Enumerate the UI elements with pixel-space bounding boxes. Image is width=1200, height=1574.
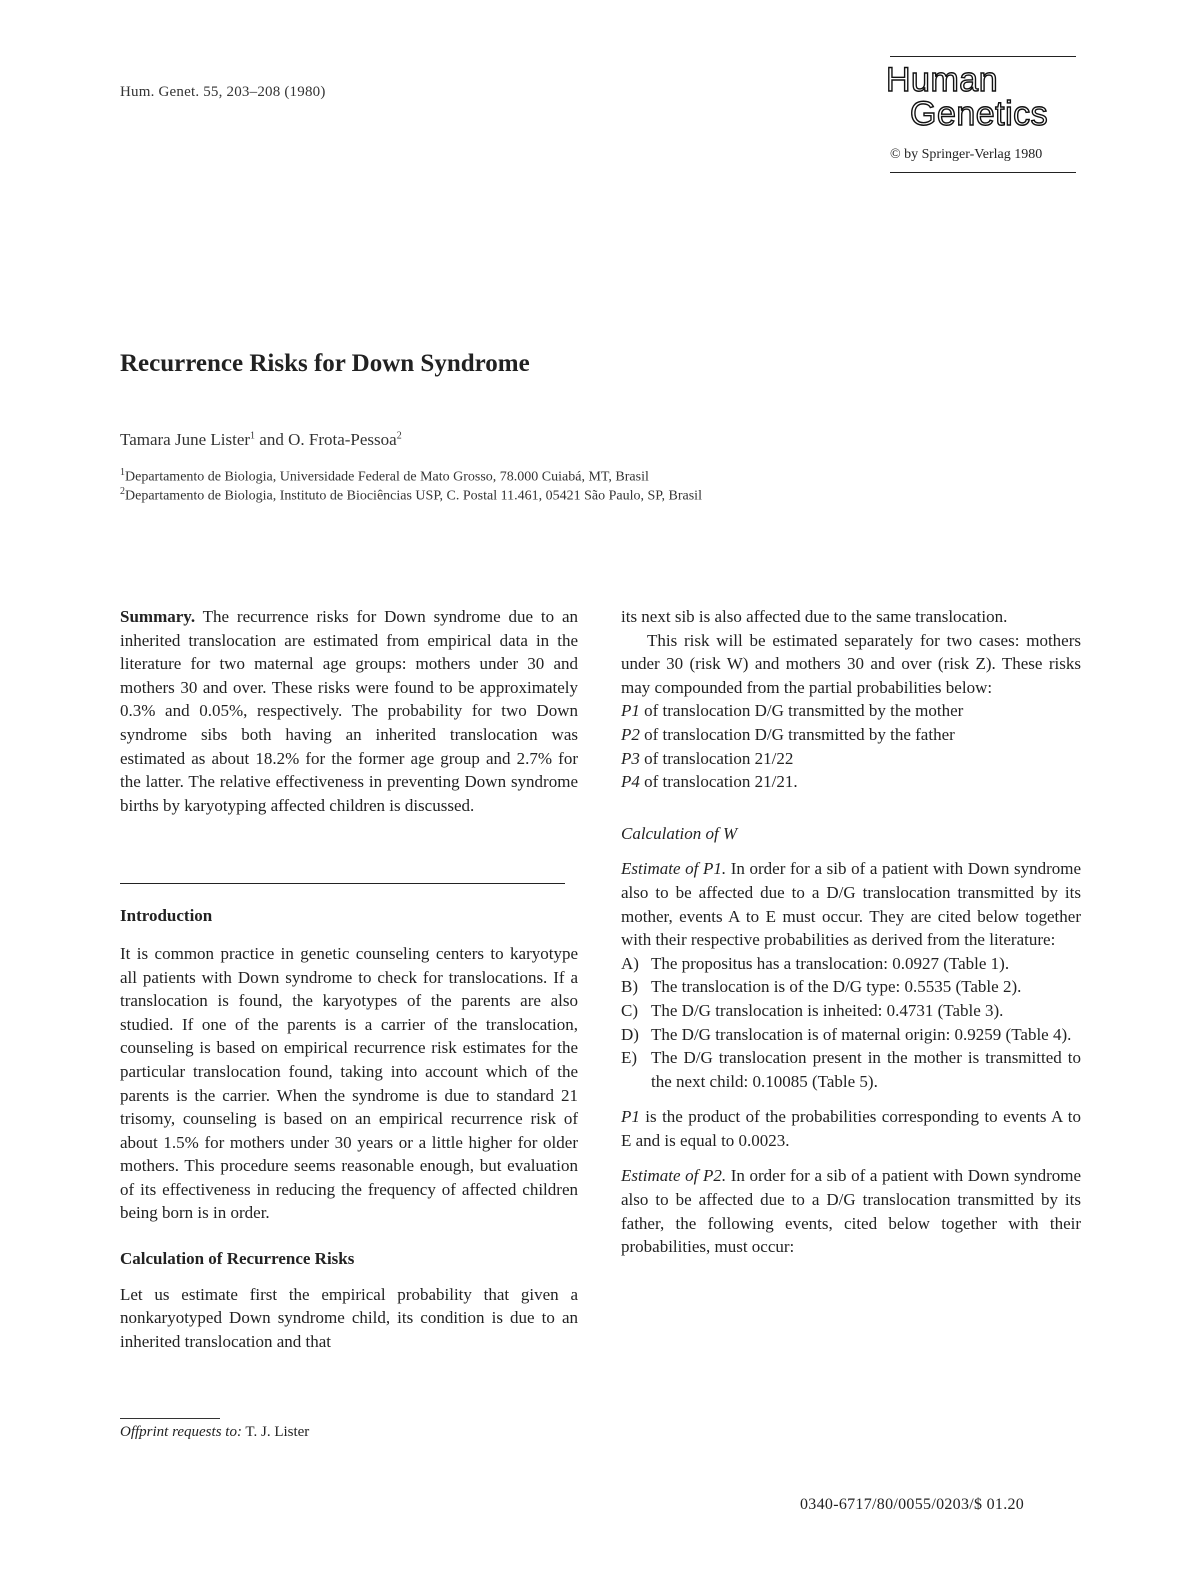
affiliation-1 <box>120 467 649 486</box>
estimate-p1-text: In order for a sib of a patient with Down syndrome also to be affected due to a D/G translocation transmitted by its mother, events A to E must occur. They are cited below together with their respective probabilities as derived from the literature: <box>621 859 1081 950</box>
summary-label: Summary. <box>120 607 196 626</box>
event-text: The D/G translocation is inheited: 0.4731 (Table 3). <box>651 1000 1004 1020</box>
summary-paragraph <box>120 605 578 817</box>
affiliation-mark: 1 <box>250 430 256 442</box>
journal-name-line2: Genetics <box>910 95 1049 133</box>
probability-p2 <box>621 723 1081 747</box>
event-text: The D/G translocation is of maternal origin: 0.9259 (Table 4). <box>651 1024 1072 1044</box>
estimate-p2-label: Estimate of P2. <box>621 1166 727 1186</box>
copyright-notice: © by Springer-Verlag 1980 <box>890 147 1043 162</box>
footnote-name: T. J. Lister <box>241 1424 310 1440</box>
footnote-rule <box>120 1418 220 1419</box>
p2-text: of translocation D/G transmitted by the father <box>639 724 955 744</box>
affiliation-mark: 1 <box>120 467 125 478</box>
event-text: The propositus has a translocation: 0.0927 (Table 1). <box>651 953 1010 973</box>
event-item <box>621 999 1081 1023</box>
summary-divider <box>120 883 565 884</box>
calculation-w-heading: Calculation of W <box>621 823 738 843</box>
calculation-paragraph: Let us estimate first the empirical probability that given a nonkaryotyped Down syndrome child, its condition is due to an inherited translocation and that <box>120 1284 578 1351</box>
p1-product-text: is the product of the probabilities corresponding to events A to E and is equal to 0.0023. <box>621 1107 1081 1150</box>
p3-text: of translocation 21/22 <box>639 748 794 768</box>
journal-name-line1: Human <box>886 61 999 99</box>
estimate-p2-text: In order for a sib of a patient with Down syndrome also to be affected due to a D/G translocation transmitted by its father, the following events, cited below together with their probabilities, must occur: <box>621 1166 1081 1257</box>
event-label: A) <box>621 953 639 973</box>
affiliation-text: Departamento de Biologia, Universidade Federal de Mato Grosso, 78.000 Cuiabá, MT, Brasil <box>125 469 649 485</box>
logo-bottom-rule <box>890 172 1076 173</box>
p1-product-symbol: P1 <box>621 1107 640 1127</box>
p2-symbol: P2 <box>621 724 640 744</box>
affiliation-mark: 2 <box>120 486 125 497</box>
event-item <box>621 1046 1081 1093</box>
event-item <box>621 1023 1081 1047</box>
affiliation-text: Departamento de Biologia, Instituto de Biociências USP, C. Postal 11.461, 05421 São Paulo, SP, Brasil <box>125 488 702 504</box>
estimate-p2-paragraph <box>621 1164 1081 1258</box>
offprint-footnote <box>120 1424 309 1441</box>
event-item <box>621 952 1081 976</box>
author-name: Tamara June Lister <box>120 430 251 449</box>
probability-p1 <box>621 699 1081 723</box>
risk-paragraph: This risk will be estimated separately for two cases: mothers under 30 (risk W) and mothers 30 and over (risk Z). These risks may compounded from the partial probabilities below: <box>621 630 1081 697</box>
event-text: The D/G translocation present in the mother is transmitted to the next child: 0.10085 (Table 5). <box>651 1048 1081 1091</box>
calculation-heading: Calculation of Recurrence Risks <box>120 1249 355 1269</box>
estimate-p1-paragraph <box>621 857 1081 951</box>
p4-text: of translocation 21/21. <box>639 772 798 792</box>
p1-text: of translocation D/G transmitted by the mother <box>639 701 964 721</box>
affiliation-2 <box>120 486 702 505</box>
journal-citation: Hum. Genet. 55, 203–208 (1980) <box>120 84 326 100</box>
p3-symbol: P3 <box>621 748 640 768</box>
p1-product-paragraph <box>621 1105 1081 1152</box>
event-label: B) <box>621 977 638 997</box>
summary-text: The recurrence risks for Down syndrome due to an inherited translocation are estimated from empirical data in the literature for two maternal age groups: mothers under 30 and mothers 30 and over. These risks were found to be approximately 0.3% and 0.05%, respectively. The probability for two Down syndrome sibs both having an inherited translocation was estimated as about 18.2% for the former age group and 2.7% for the latter. The relative effectiveness in preventing Down syndrome births by karyotyping affected children is discussed. <box>120 607 578 815</box>
events-list <box>621 952 1081 1094</box>
p4-symbol: P4 <box>621 772 640 792</box>
event-label: E) <box>621 1048 638 1068</box>
event-label: D) <box>621 1024 639 1044</box>
article-code: 0340-6717/80/0055/0203/$ 01.20 <box>800 1496 1025 1513</box>
logo-top-rule <box>890 56 1076 57</box>
event-item <box>621 975 1081 999</box>
continued-paragraph: its next sib is also affected due to the same translocation. <box>621 607 1008 626</box>
event-text: The translocation is of the D/G type: 0.5535 (Table 2). <box>651 977 1022 997</box>
article-title: Recurrence Risks for Down Syndrome <box>120 350 530 377</box>
left-column <box>120 605 578 1353</box>
affiliation-mark: 2 <box>396 430 402 442</box>
event-label: C) <box>621 1000 638 1020</box>
author-name: O. Frota-Pessoa <box>288 430 397 449</box>
footnote-label: Offprint requests to: <box>120 1424 242 1440</box>
introduction-heading: Introduction <box>120 906 213 926</box>
author-separator: and <box>255 430 289 449</box>
author-list <box>120 430 402 450</box>
introduction-paragraph: It is common practice in genetic counseling centers to karyotype all patients with Down syndrome to check for translocations. If a translocation is found, the karyotypes of the parents are also studied. If one of the parents is a carrier of the translocation, counseling is based on empirical recurrence risk estimates for the particular translocation found, taking into account which of the parents is the carrier. When the syndrome is due to standard 21 trisomy, counseling is based on an empirical recurrence risk of about 1.5% for mothers under 30 years or a little higher for older mothers. This procedure seems reasonable enough, but evaluation of its effectiveness in reducing the frequency of affected children being born is in order. <box>120 943 578 1223</box>
estimate-p1-label: Estimate of P1. <box>621 859 727 879</box>
right-column <box>621 605 1081 1259</box>
p1-symbol: P1 <box>621 701 640 721</box>
probability-p3 <box>621 747 1081 771</box>
probability-p4 <box>621 770 1081 794</box>
